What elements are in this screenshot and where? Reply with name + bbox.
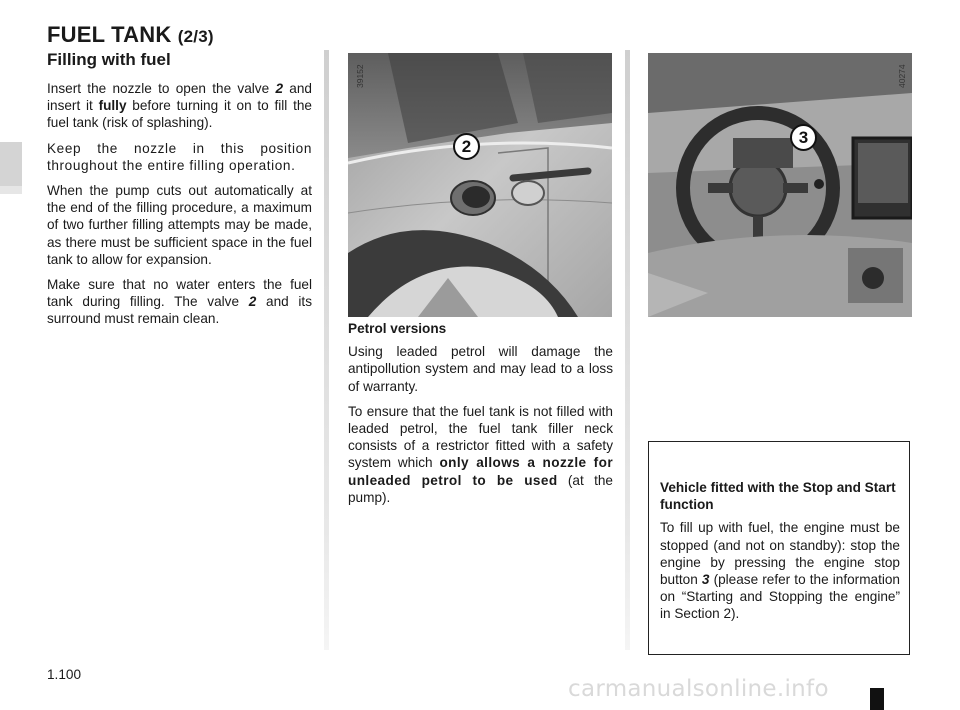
emphasis-unleaded: only allows a nozzle for unleaded petrol to be used bbox=[348, 455, 614, 488]
column-filling-with-fuel bbox=[47, 50, 312, 336]
text-run: (please refer to the information on “Starting and Stopping the engine” in Section 2). bbox=[660, 572, 900, 622]
text-run: (at the pump). bbox=[348, 472, 613, 505]
page-title bbox=[47, 22, 214, 48]
fuel-filler-flap-image bbox=[348, 53, 612, 317]
text-run: To ensure that the fuel tank is not filled with leaded petrol, the fuel tank filler neck consists of a restrictor fitted with a safety system which bbox=[348, 403, 613, 471]
text-run: Insert the nozzle to open the valve bbox=[47, 81, 276, 96]
watermark: carmanualsonline.info bbox=[568, 676, 829, 702]
section-side-tab bbox=[0, 142, 22, 186]
section-side-tab-shadow bbox=[0, 186, 22, 194]
paragraph-leaded-petrol: Using leaded petrol will damage the antipollution system and may lead to a loss of warranty. bbox=[348, 344, 613, 394]
text-run: and its surround must remain clean. bbox=[47, 294, 312, 327]
valve-reference: 2 bbox=[248, 294, 257, 310]
paragraph-insert-nozzle bbox=[47, 80, 312, 132]
page-number: 1.100 bbox=[47, 667, 82, 682]
column-divider-right bbox=[625, 50, 630, 650]
paragraph-keep-nozzle: Keep the nozzle in this position throughout the entire filling operation. bbox=[47, 140, 312, 173]
paragraph-no-water bbox=[47, 276, 312, 328]
page-title-suffix: (2/3) bbox=[177, 27, 214, 46]
emphasis-fully: fully bbox=[98, 98, 127, 114]
column-petrol-versions bbox=[348, 320, 613, 514]
callout-3-icon: 3 bbox=[790, 124, 817, 151]
column-divider-left bbox=[324, 50, 329, 650]
fuel-filler-illustration bbox=[348, 53, 612, 317]
button-reference: 3 bbox=[701, 572, 710, 588]
paragraph-restrictor bbox=[348, 403, 613, 506]
figure-reference-number-2: 40274 bbox=[897, 64, 907, 88]
dashboard-illustration bbox=[648, 53, 912, 317]
text-run: Make sure that no water enters the fuel tank during filling. The valve bbox=[47, 277, 312, 310]
text-run: To fill up with fuel, the engine must be stopped (and not on standby): stop the engine by pressing the engine stop button bbox=[660, 520, 900, 588]
valve-reference: 2 bbox=[275, 81, 284, 96]
text-run: before turning it on to fill the fuel tank (risk of splashing). bbox=[47, 98, 312, 131]
figure-reference-number-1: 39152 bbox=[355, 64, 365, 88]
stop-start-note-box bbox=[648, 441, 910, 655]
dashboard-image bbox=[648, 53, 912, 317]
note-paragraph bbox=[660, 519, 900, 622]
note-content bbox=[660, 479, 900, 629]
footer-mark bbox=[870, 688, 884, 710]
paragraph-pump-cuts-out: When the pump cuts out automatically at the end of the filling procedure, a maximum of two further filling attempts may be made, as there must be sufficient space in the fuel tank to allow for expansion. bbox=[47, 183, 312, 267]
note-heading: Vehicle fitted with the Stop and Start function bbox=[660, 480, 896, 513]
callout-2-icon: 2 bbox=[453, 133, 480, 160]
section-heading-filling: Filling with fuel bbox=[47, 50, 171, 69]
text-run: and insert it bbox=[47, 81, 312, 114]
page-title-text: FUEL TANK bbox=[47, 22, 172, 47]
section-heading-petrol: Petrol versions bbox=[348, 321, 447, 336]
